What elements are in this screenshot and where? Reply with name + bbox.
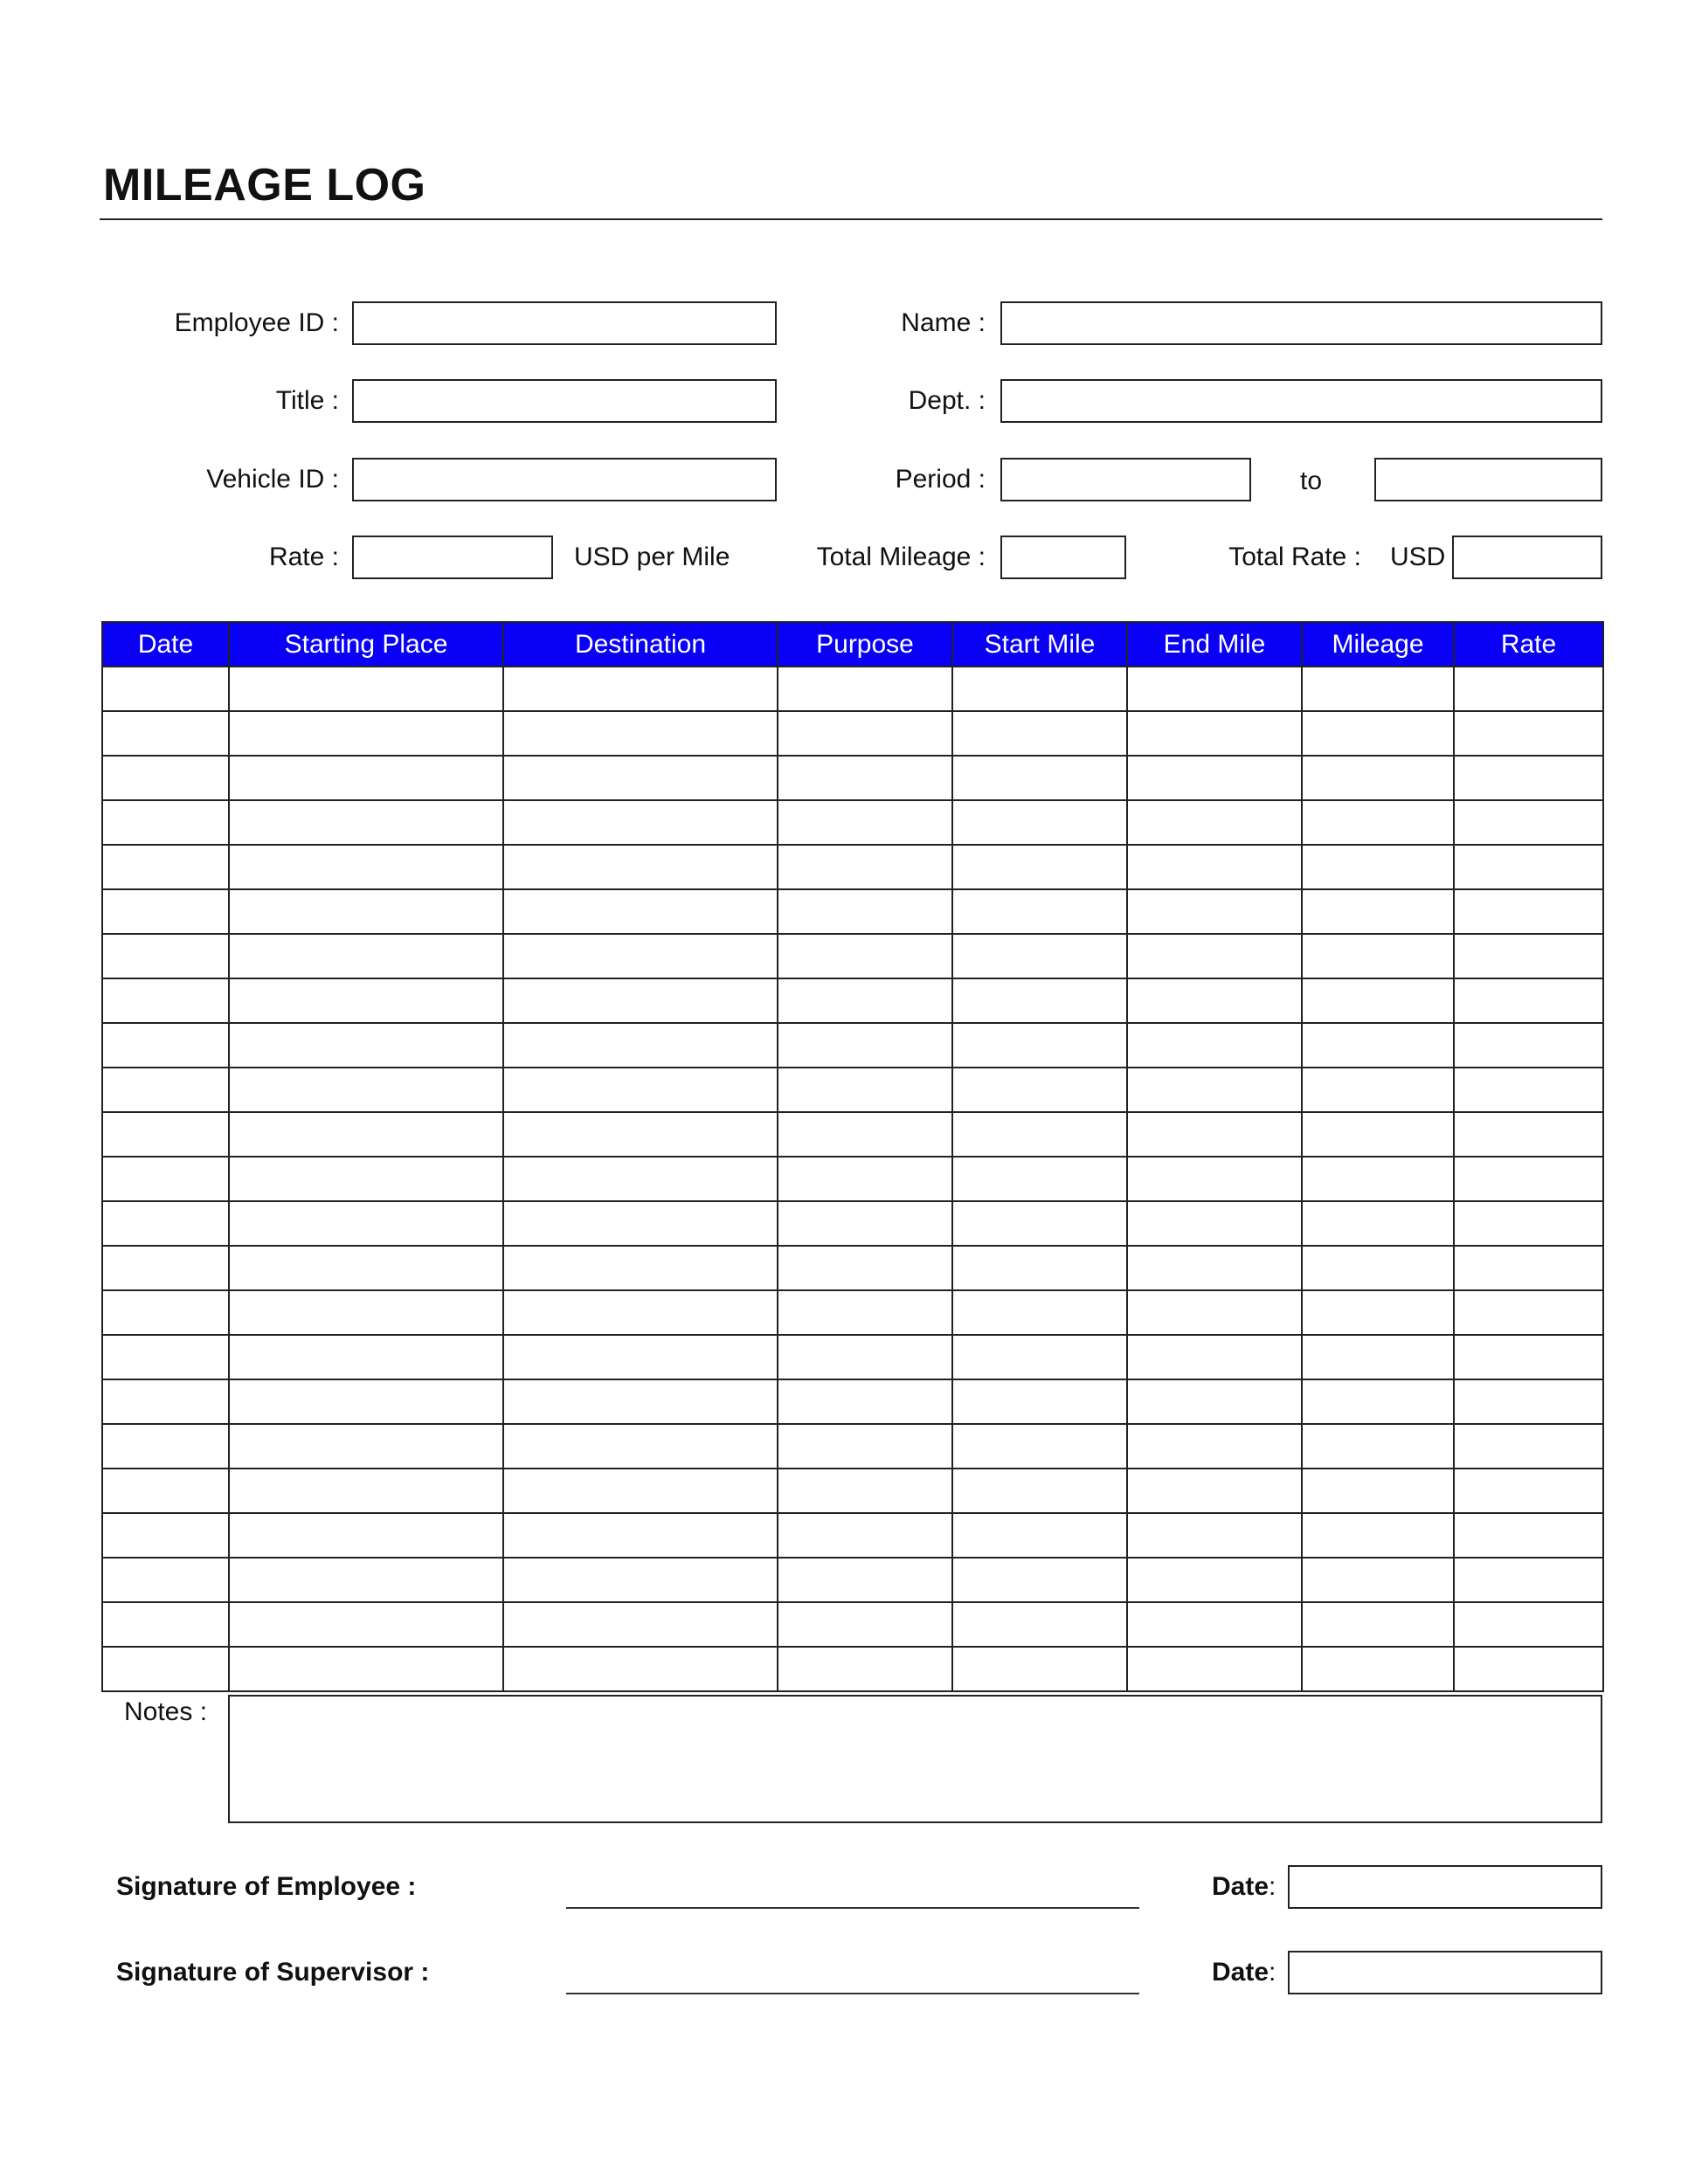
- cell-mileage[interactable]: [1302, 667, 1454, 711]
- cell-destination[interactable]: [503, 1602, 778, 1647]
- cell-starting-place[interactable]: [229, 934, 503, 978]
- date-label-colon: :: [1269, 1958, 1276, 1987]
- cell-destination[interactable]: [503, 934, 778, 978]
- cell-mileage[interactable]: [1302, 1335, 1454, 1379]
- table-row: [102, 1469, 1603, 1513]
- cell-end-mile[interactable]: [1127, 934, 1302, 978]
- table-row: [102, 1023, 1603, 1068]
- table-row: [102, 1201, 1603, 1246]
- cell-mileage[interactable]: [1302, 1558, 1454, 1602]
- cell-starting-place[interactable]: [229, 1023, 503, 1068]
- table-row: [102, 978, 1603, 1023]
- cell-destination[interactable]: [503, 978, 778, 1023]
- cell-starting-place[interactable]: [229, 756, 503, 800]
- cell-rate[interactable]: [1454, 1513, 1603, 1558]
- cell-starting-place[interactable]: [229, 1112, 503, 1157]
- cell-mileage[interactable]: [1302, 1469, 1454, 1513]
- cell-purpose[interactable]: [778, 889, 952, 934]
- column-header-date: Date: [102, 622, 229, 667]
- cell-start-mile[interactable]: [952, 1157, 1127, 1201]
- total-mileage-label: Total Mileage :: [816, 543, 986, 571]
- cell-purpose[interactable]: [778, 1023, 952, 1068]
- cell-starting-place[interactable]: [229, 1424, 503, 1469]
- cell-purpose[interactable]: [778, 1335, 952, 1379]
- cell-rate[interactable]: [1454, 889, 1603, 934]
- cell-purpose[interactable]: [778, 711, 952, 756]
- total-rate-label: Total Rate :: [1228, 543, 1361, 571]
- column-header-mileage: Mileage: [1302, 622, 1454, 667]
- cell-rate[interactable]: [1454, 1558, 1603, 1602]
- cell-destination[interactable]: [503, 1068, 778, 1112]
- cell-date[interactable]: [102, 978, 229, 1023]
- cell-mileage[interactable]: [1302, 845, 1454, 889]
- cell-destination[interactable]: [503, 1424, 778, 1469]
- table-row: [102, 1112, 1603, 1157]
- cell-purpose[interactable]: [778, 800, 952, 845]
- cell-start-mile[interactable]: [952, 1290, 1127, 1335]
- cell-rate[interactable]: [1454, 1068, 1603, 1112]
- cell-end-mile[interactable]: [1127, 1469, 1302, 1513]
- table-row: [102, 1379, 1603, 1424]
- cell-end-mile[interactable]: [1127, 845, 1302, 889]
- table-row: [102, 1424, 1603, 1469]
- table-row: [102, 800, 1603, 845]
- cell-date[interactable]: [102, 667, 229, 711]
- cell-purpose[interactable]: [778, 1647, 952, 1691]
- table-row: [102, 1290, 1603, 1335]
- period-end-field[interactable]: [1374, 458, 1602, 501]
- cell-rate[interactable]: [1454, 978, 1603, 1023]
- cell-starting-place[interactable]: [229, 1068, 503, 1112]
- cell-mileage[interactable]: [1302, 1201, 1454, 1246]
- notes-label: Notes :: [124, 1697, 208, 1726]
- supervisor-date-field[interactable]: [1288, 1951, 1602, 1994]
- cell-purpose[interactable]: [778, 1246, 952, 1290]
- table-row: [102, 1513, 1603, 1558]
- table-row: [102, 1558, 1603, 1602]
- cell-end-mile[interactable]: [1127, 1513, 1302, 1558]
- cell-date[interactable]: [102, 934, 229, 978]
- date-label-text: Date: [1212, 1958, 1269, 1987]
- cell-rate[interactable]: [1454, 845, 1603, 889]
- cell-destination[interactable]: [503, 756, 778, 800]
- cell-mileage[interactable]: [1302, 1379, 1454, 1424]
- cell-starting-place[interactable]: [229, 1513, 503, 1558]
- cell-end-mile[interactable]: [1127, 1602, 1302, 1647]
- table-row: [102, 889, 1603, 934]
- cell-purpose[interactable]: [778, 1558, 952, 1602]
- cell-destination[interactable]: [503, 1647, 778, 1691]
- cell-end-mile[interactable]: [1127, 1290, 1302, 1335]
- cell-start-mile[interactable]: [952, 1246, 1127, 1290]
- cell-mileage[interactable]: [1302, 1023, 1454, 1068]
- cell-date[interactable]: [102, 1379, 229, 1424]
- cell-starting-place[interactable]: [229, 1335, 503, 1379]
- cell-starting-place[interactable]: [229, 845, 503, 889]
- cell-starting-place[interactable]: [229, 1558, 503, 1602]
- cell-start-mile[interactable]: [952, 889, 1127, 934]
- cell-rate[interactable]: [1454, 1112, 1603, 1157]
- mileage-table: [101, 621, 1604, 1692]
- cell-destination[interactable]: [503, 1379, 778, 1424]
- cell-rate[interactable]: [1454, 756, 1603, 800]
- cell-rate[interactable]: [1454, 934, 1603, 978]
- cell-starting-place[interactable]: [229, 667, 503, 711]
- title-label: Title :: [275, 386, 339, 415]
- cell-start-mile[interactable]: [952, 800, 1127, 845]
- employee-date-field[interactable]: [1288, 1865, 1602, 1909]
- cell-rate[interactable]: [1454, 1379, 1603, 1424]
- period-start-field[interactable]: [1000, 458, 1251, 501]
- cell-end-mile[interactable]: [1127, 667, 1302, 711]
- cell-end-mile[interactable]: [1127, 978, 1302, 1023]
- cell-starting-place[interactable]: [229, 1602, 503, 1647]
- cell-date[interactable]: [102, 1157, 229, 1201]
- cell-purpose[interactable]: [778, 1379, 952, 1424]
- cell-destination[interactable]: [503, 711, 778, 756]
- supervisor-signature-label: Signature of Supervisor :: [116, 1958, 430, 1987]
- cell-end-mile[interactable]: [1127, 1157, 1302, 1201]
- cell-start-mile[interactable]: [952, 1112, 1127, 1157]
- name-field[interactable]: [1000, 301, 1602, 345]
- cell-rate[interactable]: [1454, 667, 1603, 711]
- cell-purpose[interactable]: [778, 1469, 952, 1513]
- cell-starting-place[interactable]: [229, 1246, 503, 1290]
- cell-purpose[interactable]: [778, 1602, 952, 1647]
- vehicle-id-label: Vehicle ID :: [206, 465, 339, 494]
- table-row: [102, 1246, 1603, 1290]
- employee-date-label: [1212, 1865, 1276, 1909]
- cell-destination[interactable]: [503, 1335, 778, 1379]
- table-header-row: [102, 622, 1603, 667]
- cell-mileage[interactable]: [1302, 1513, 1454, 1558]
- cell-starting-place[interactable]: [229, 711, 503, 756]
- cell-start-mile[interactable]: [952, 1558, 1127, 1602]
- cell-start-mile[interactable]: [952, 1424, 1127, 1469]
- cell-date[interactable]: [102, 889, 229, 934]
- cell-destination[interactable]: [503, 1112, 778, 1157]
- cell-start-mile[interactable]: [952, 1201, 1127, 1246]
- column-header-purpose: Purpose: [778, 622, 952, 667]
- cell-end-mile[interactable]: [1127, 1335, 1302, 1379]
- cell-rate[interactable]: [1454, 1023, 1603, 1068]
- cell-start-mile[interactable]: [952, 711, 1127, 756]
- cell-start-mile[interactable]: [952, 756, 1127, 800]
- cell-purpose[interactable]: [778, 934, 952, 978]
- cell-starting-place[interactable]: [229, 800, 503, 845]
- cell-end-mile[interactable]: [1127, 1201, 1302, 1246]
- table-row: [102, 711, 1603, 756]
- cell-date[interactable]: [102, 1469, 229, 1513]
- cell-end-mile[interactable]: [1127, 1112, 1302, 1157]
- cell-starting-place[interactable]: [229, 1379, 503, 1424]
- cell-date[interactable]: [102, 1647, 229, 1691]
- cell-rate[interactable]: [1454, 1469, 1603, 1513]
- cell-mileage[interactable]: [1302, 1290, 1454, 1335]
- vehicle-id-field[interactable]: [352, 458, 777, 501]
- date-label-text: Date: [1212, 1872, 1269, 1901]
- table-row: [102, 1335, 1603, 1379]
- cell-destination[interactable]: [503, 1469, 778, 1513]
- cell-start-mile[interactable]: [952, 1379, 1127, 1424]
- table-row: [102, 1068, 1603, 1112]
- cell-start-mile[interactable]: [952, 934, 1127, 978]
- page-title: MILEAGE LOG: [103, 160, 426, 211]
- cell-purpose[interactable]: [778, 756, 952, 800]
- employee-id-label: Employee ID :: [174, 308, 339, 337]
- cell-start-mile[interactable]: [952, 667, 1127, 711]
- table-row: [102, 1157, 1603, 1201]
- employee-signature-label: Signature of Employee :: [116, 1872, 417, 1901]
- cell-date[interactable]: [102, 1023, 229, 1068]
- cell-starting-place[interactable]: [229, 889, 503, 934]
- period-label: Period :: [895, 465, 986, 494]
- cell-mileage[interactable]: [1302, 1068, 1454, 1112]
- table-row: [102, 1647, 1603, 1691]
- cell-rate[interactable]: [1454, 1201, 1603, 1246]
- rate-field[interactable]: [352, 536, 553, 579]
- table-row: [102, 756, 1603, 800]
- cell-purpose[interactable]: [778, 1424, 952, 1469]
- cell-rate[interactable]: [1454, 1647, 1603, 1691]
- cell-destination[interactable]: [503, 1023, 778, 1068]
- dept-label: Dept. :: [908, 386, 986, 415]
- total-rate-field[interactable]: [1452, 536, 1602, 579]
- column-header-end-mile: End Mile: [1127, 622, 1302, 667]
- cell-end-mile[interactable]: [1127, 1558, 1302, 1602]
- cell-starting-place[interactable]: [229, 1201, 503, 1246]
- cell-rate[interactable]: [1454, 1290, 1603, 1335]
- cell-starting-place[interactable]: [229, 1469, 503, 1513]
- cell-rate[interactable]: [1454, 1424, 1603, 1469]
- cell-rate[interactable]: [1454, 1246, 1603, 1290]
- cell-start-mile[interactable]: [952, 845, 1127, 889]
- cell-start-mile[interactable]: [952, 1469, 1127, 1513]
- cell-destination[interactable]: [503, 1201, 778, 1246]
- cell-rate[interactable]: [1454, 711, 1603, 756]
- cell-destination[interactable]: [503, 1246, 778, 1290]
- cell-date[interactable]: [102, 1335, 229, 1379]
- cell-end-mile[interactable]: [1127, 1068, 1302, 1112]
- cell-mileage[interactable]: [1302, 1602, 1454, 1647]
- cell-mileage[interactable]: [1302, 800, 1454, 845]
- employee-id-field[interactable]: [352, 301, 777, 345]
- cell-purpose[interactable]: [778, 1290, 952, 1335]
- cell-rate[interactable]: [1454, 1335, 1603, 1379]
- cell-starting-place[interactable]: [229, 1647, 503, 1691]
- cell-starting-place[interactable]: [229, 978, 503, 1023]
- column-header-rate: Rate: [1454, 622, 1603, 667]
- cell-destination[interactable]: [503, 1290, 778, 1335]
- supervisor-signature-line[interactable]: [566, 1993, 1139, 1994]
- table-body: [102, 667, 1603, 1691]
- cell-date[interactable]: [102, 1558, 229, 1602]
- table-row: [102, 667, 1603, 711]
- supervisor-date-label: [1212, 1951, 1276, 1994]
- cell-mileage[interactable]: [1302, 978, 1454, 1023]
- cell-purpose[interactable]: [778, 667, 952, 711]
- cell-starting-place[interactable]: [229, 1157, 503, 1201]
- notes-field[interactable]: [228, 1695, 1602, 1823]
- cell-date[interactable]: [102, 1290, 229, 1335]
- cell-mileage[interactable]: [1302, 934, 1454, 978]
- cell-date[interactable]: [102, 756, 229, 800]
- cell-date[interactable]: [102, 711, 229, 756]
- cell-rate[interactable]: [1454, 1602, 1603, 1647]
- table-row: [102, 934, 1603, 978]
- table-row: [102, 845, 1603, 889]
- column-header-destination: Destination: [503, 622, 778, 667]
- cell-start-mile[interactable]: [952, 1023, 1127, 1068]
- cell-destination[interactable]: [503, 667, 778, 711]
- cell-purpose[interactable]: [778, 845, 952, 889]
- cell-rate[interactable]: [1454, 800, 1603, 845]
- cell-purpose[interactable]: [778, 1157, 952, 1201]
- cell-purpose[interactable]: [778, 1201, 952, 1246]
- column-header-starting-place: Starting Place: [229, 622, 503, 667]
- cell-date[interactable]: [102, 800, 229, 845]
- cell-date[interactable]: [102, 845, 229, 889]
- dept-field[interactable]: [1000, 379, 1602, 423]
- cell-date[interactable]: [102, 1602, 229, 1647]
- cell-mileage[interactable]: [1302, 756, 1454, 800]
- cell-date[interactable]: [102, 1513, 229, 1558]
- cell-end-mile[interactable]: [1127, 756, 1302, 800]
- table-row: [102, 1602, 1603, 1647]
- cell-start-mile[interactable]: [952, 1647, 1127, 1691]
- cell-end-mile[interactable]: [1127, 1379, 1302, 1424]
- cell-mileage[interactable]: [1302, 1424, 1454, 1469]
- cell-start-mile[interactable]: [952, 1602, 1127, 1647]
- rate-unit-label: USD per Mile: [574, 543, 730, 571]
- cell-date[interactable]: [102, 1068, 229, 1112]
- cell-rate[interactable]: [1454, 1157, 1603, 1201]
- cell-date[interactable]: [102, 1112, 229, 1157]
- cell-date[interactable]: [102, 1246, 229, 1290]
- cell-destination[interactable]: [503, 845, 778, 889]
- cell-start-mile[interactable]: [952, 1335, 1127, 1379]
- cell-starting-place[interactable]: [229, 1290, 503, 1335]
- date-label-colon: :: [1269, 1872, 1276, 1901]
- cell-end-mile[interactable]: [1127, 711, 1302, 756]
- cell-purpose[interactable]: [778, 978, 952, 1023]
- title-field[interactable]: [352, 379, 777, 423]
- cell-mileage[interactable]: [1302, 1246, 1454, 1290]
- cell-destination[interactable]: [503, 1157, 778, 1201]
- cell-date[interactable]: [102, 1424, 229, 1469]
- cell-purpose[interactable]: [778, 1112, 952, 1157]
- cell-destination[interactable]: [503, 1513, 778, 1558]
- cell-mileage[interactable]: [1302, 1112, 1454, 1157]
- name-label: Name :: [901, 308, 986, 337]
- cell-date[interactable]: [102, 1201, 229, 1246]
- total-rate-currency-label: USD: [1390, 543, 1446, 571]
- cell-end-mile[interactable]: [1127, 1424, 1302, 1469]
- cell-start-mile[interactable]: [952, 1068, 1127, 1112]
- period-to-label: to: [1300, 467, 1323, 495]
- cell-mileage[interactable]: [1302, 889, 1454, 934]
- cell-end-mile[interactable]: [1127, 889, 1302, 934]
- cell-mileage[interactable]: [1302, 711, 1454, 756]
- employee-signature-line[interactable]: [566, 1907, 1139, 1909]
- total-mileage-field[interactable]: [1000, 536, 1126, 579]
- column-header-start-mile: Start Mile: [952, 622, 1127, 667]
- cell-mileage[interactable]: [1302, 1647, 1454, 1691]
- title-divider: [100, 218, 1602, 220]
- cell-start-mile[interactable]: [952, 978, 1127, 1023]
- cell-mileage[interactable]: [1302, 1157, 1454, 1201]
- cell-end-mile[interactable]: [1127, 1246, 1302, 1290]
- cell-end-mile[interactable]: [1127, 800, 1302, 845]
- cell-end-mile[interactable]: [1127, 1647, 1302, 1691]
- cell-purpose[interactable]: [778, 1513, 952, 1558]
- cell-end-mile[interactable]: [1127, 1023, 1302, 1068]
- cell-destination[interactable]: [503, 1558, 778, 1602]
- cell-destination[interactable]: [503, 800, 778, 845]
- cell-start-mile[interactable]: [952, 1513, 1127, 1558]
- rate-label: Rate :: [268, 543, 339, 571]
- cell-destination[interactable]: [503, 889, 778, 934]
- cell-purpose[interactable]: [778, 1068, 952, 1112]
